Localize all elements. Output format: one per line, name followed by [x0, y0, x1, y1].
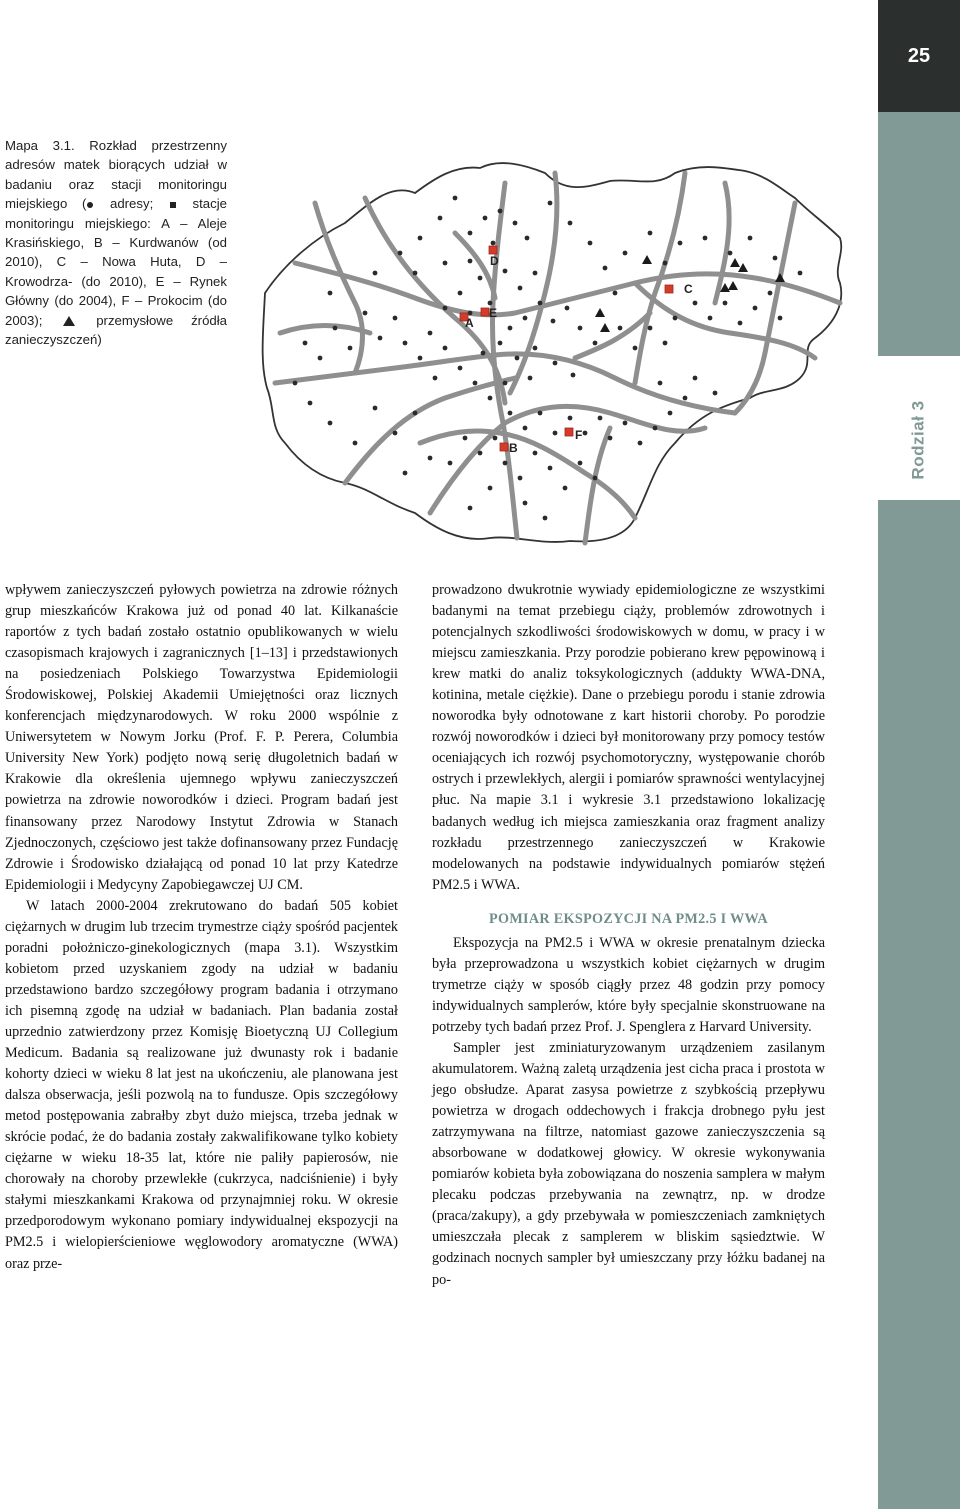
caption-text-1: Mapa 3.1. Rozkład przestrzenny adresów matek biorących udział w badaniu oraz stacji monitoringu miejskiego ( [5, 138, 227, 212]
right-paragraph-1: prowadzono dwukrotnie wywiady epidemiologiczne ze wszystkimi badanymi na temat przebiegu ciąży, problemów zdrowotnych i potencjalnych szkodliwości środowiskowych w domu, w pracy i w miejscu zamieszkania. Przy porodzie pobierano krew pępowinową i krew matki do analiz toksykologicznych (addukty WWA-DNA, kotinina, metale ciężkie). Dane o przebiegu porodu i stanie zdrowia noworodka były odnotowane z kart historii choroby. Po porodzie rozwój noworodków i dzieci był monitorowany przy pomocy testów oceniających ich rozwój psychomotoryczny, występowanie chorób ostrych i przewlekłych, alergii i pomiarów sprawności wentylacyjnej płuc. Na mapie 3.1 i wykresie 3.1 przedstawiono lokalizację badanych według ich miejsca zamieszkania oraz fragment analizy rozkładu przestrzennego zanieczyszczeń w Krakowie modelowanych na podstawie indywidualnych pomiarów stężeń PM2.5 i WWA. [432, 582, 825, 893]
station-square-icon [170, 202, 176, 208]
page-number: 25 [878, 0, 960, 112]
city-boundary [263, 163, 842, 542]
right-paragraph-3: Sampler jest zminiaturyzowanym urządzeniem zasilanym akumulatorem. Ważną zaletą urządzenia jest cicha praca i prostota w jego obsłudze. Aparat zasysa powietrze z szybkością przepływu powietrza w drogach oddechowych i frakcja drobnego pyłu jest zatrzymywana na filtrze, natomiast gazowe zanieczyszczenia są absorbowane w dodatkowej głowicy. W okresie wykonywania pomiarów kobieta była zobowiązana do noszenia samplera w małym plecaku podczas przebywania na zewnątrz, np. w drodze (praca/zakupy), a gdy przebywała w pomieszczeniach zamkniętych umieszczała plecak z samplerem w bliskim sąsiedztwie. W godzinach nocnych sampler był umieszczany przy łóżku badanej na po- [432, 1039, 825, 1288]
side-band-lower [878, 500, 960, 1509]
caption-text-3: stacje monitoringu miejskiego: A – Aleje Krasińskiego, B – Kurdwanów (od 2010), C – Nowa Huta, D – Krowodrza- (do 2010), E – Rynek Główny (do 2004), F – Prokocim (do 2003); [5, 196, 227, 328]
chapter-tab-label: Rodział 3 [909, 400, 928, 480]
station-label-c: C [684, 282, 693, 296]
station-label-b: B [509, 441, 518, 455]
chapter-tab [880, 370, 958, 510]
section-heading: POMIAR EKSPOZYCJI NA PM2.5 I WWA [489, 910, 768, 927]
map-caption [5, 136, 227, 349]
station-label-d: D [490, 254, 499, 268]
station-label-e: E [489, 306, 498, 320]
caption-text-2: adresy; [95, 196, 168, 212]
industrial-triangle-icon [63, 316, 75, 326]
station-label-a: A [465, 316, 474, 330]
right-column [432, 580, 825, 1291]
address-dot-icon [87, 202, 93, 208]
left-column [5, 580, 398, 1275]
caption-text-4: przemysłowe źródła zanieczyszczeń) [5, 312, 227, 348]
left-paragraph-1: wpływem zanieczyszczeń pyłowych powietrza na zdrowie różnych grup mieszkańców Krakowa już od ponad 40 lat. Kilkanaście raportów z tych badań zostało ostatnio opublikowanych w wielu czasopismach krajowych i zagranicznych [1–13] i przedstawionych na posiedzeniach Polskiego Towarzystwa Epidemiologii Środowiskowej, Polskiej Akademii Umiejętności oraz licznych konferencjach międzynarodowych. W roku 2000 wspólnie z Uniwersytetem w Nowym Jorku (Prof. F. P. Perera, Columbia University New York) podjęto nową serię długoletnich badań w Krakowie dla określenia ujemnego wpływu zanieczyszczeń powietrza na zdrowie noworodków i dzieci. Program badań jest finansowany przez Narodowy Instytut Zdrowia w Stanach Zjednoczonych, częściowo jest także dofinansowany przez Fundację Zdrowie i Środowisko działającą od ponad 10 lat przy Katedrze Epidemiologii i Medycyny Zapobiegawczej UJ CM. [5, 582, 398, 893]
station-label-f: F [575, 428, 583, 442]
left-paragraph-2: W latach 2000-2004 zrekrutowano do badań 505 kobiet ciężarnych w drugim lub trzecim trymestrze ciąży spośród pacjentek poradni położniczo-ginekologicznych (mapa 3.1). Wszystkim kobietom przed uzyskaniem zgody na udział w badaniu przedstawiono bardzo szczegółowy program badania i otrzymano ich pisemną zgodę na udział w badaniach. Plan badania został uprzednio zatwierdzony przez Komisję Bioetyczną UJ Collegium Medicum. Badania są realizowane już dwunasty rok i badanie kohorty dzieci w wieku 8 lat jest na ukończeniu, ale planowana jest dalsza obserwacja, jeśli pozwolą na to fundusze. Opis szczegółowy metod postępowania zabrałby zbyt dużo miejsca, trzeba jednak w skrócie podać, że do badania zostały zakwalifikowane tylko kobiety ciężarne w wieku 18-35 lat, które nie paliły papierosów, nie chorowały na choroby przewlekłe (cukrzyca, nadciśnienie) i były stałymi mieszkankami Krakowa od przynajmniej roku. W okresie przedporodowym wykonano pomiary indywidualnej ekspozycji na PM2.5 i wielopierścieniowe węglowodory aromatyczne (WWA) oraz prze- [5, 897, 398, 1272]
right-paragraph-2: Ekspozycja na PM2.5 i WWA w okresie prenatalnym dziecka była przeprowadzona u wszystkich kobiet ciężarnych w drugim trymetrze ciąży w sposób ciągły przez 48 godzin przy pomocy indywidualnych samplerów, które były specjalnie skonstruowane na potrzeby tych badań przez Prof. J. Spenglera z Harvard University. [432, 934, 825, 1035]
krakow-map [255, 143, 850, 555]
